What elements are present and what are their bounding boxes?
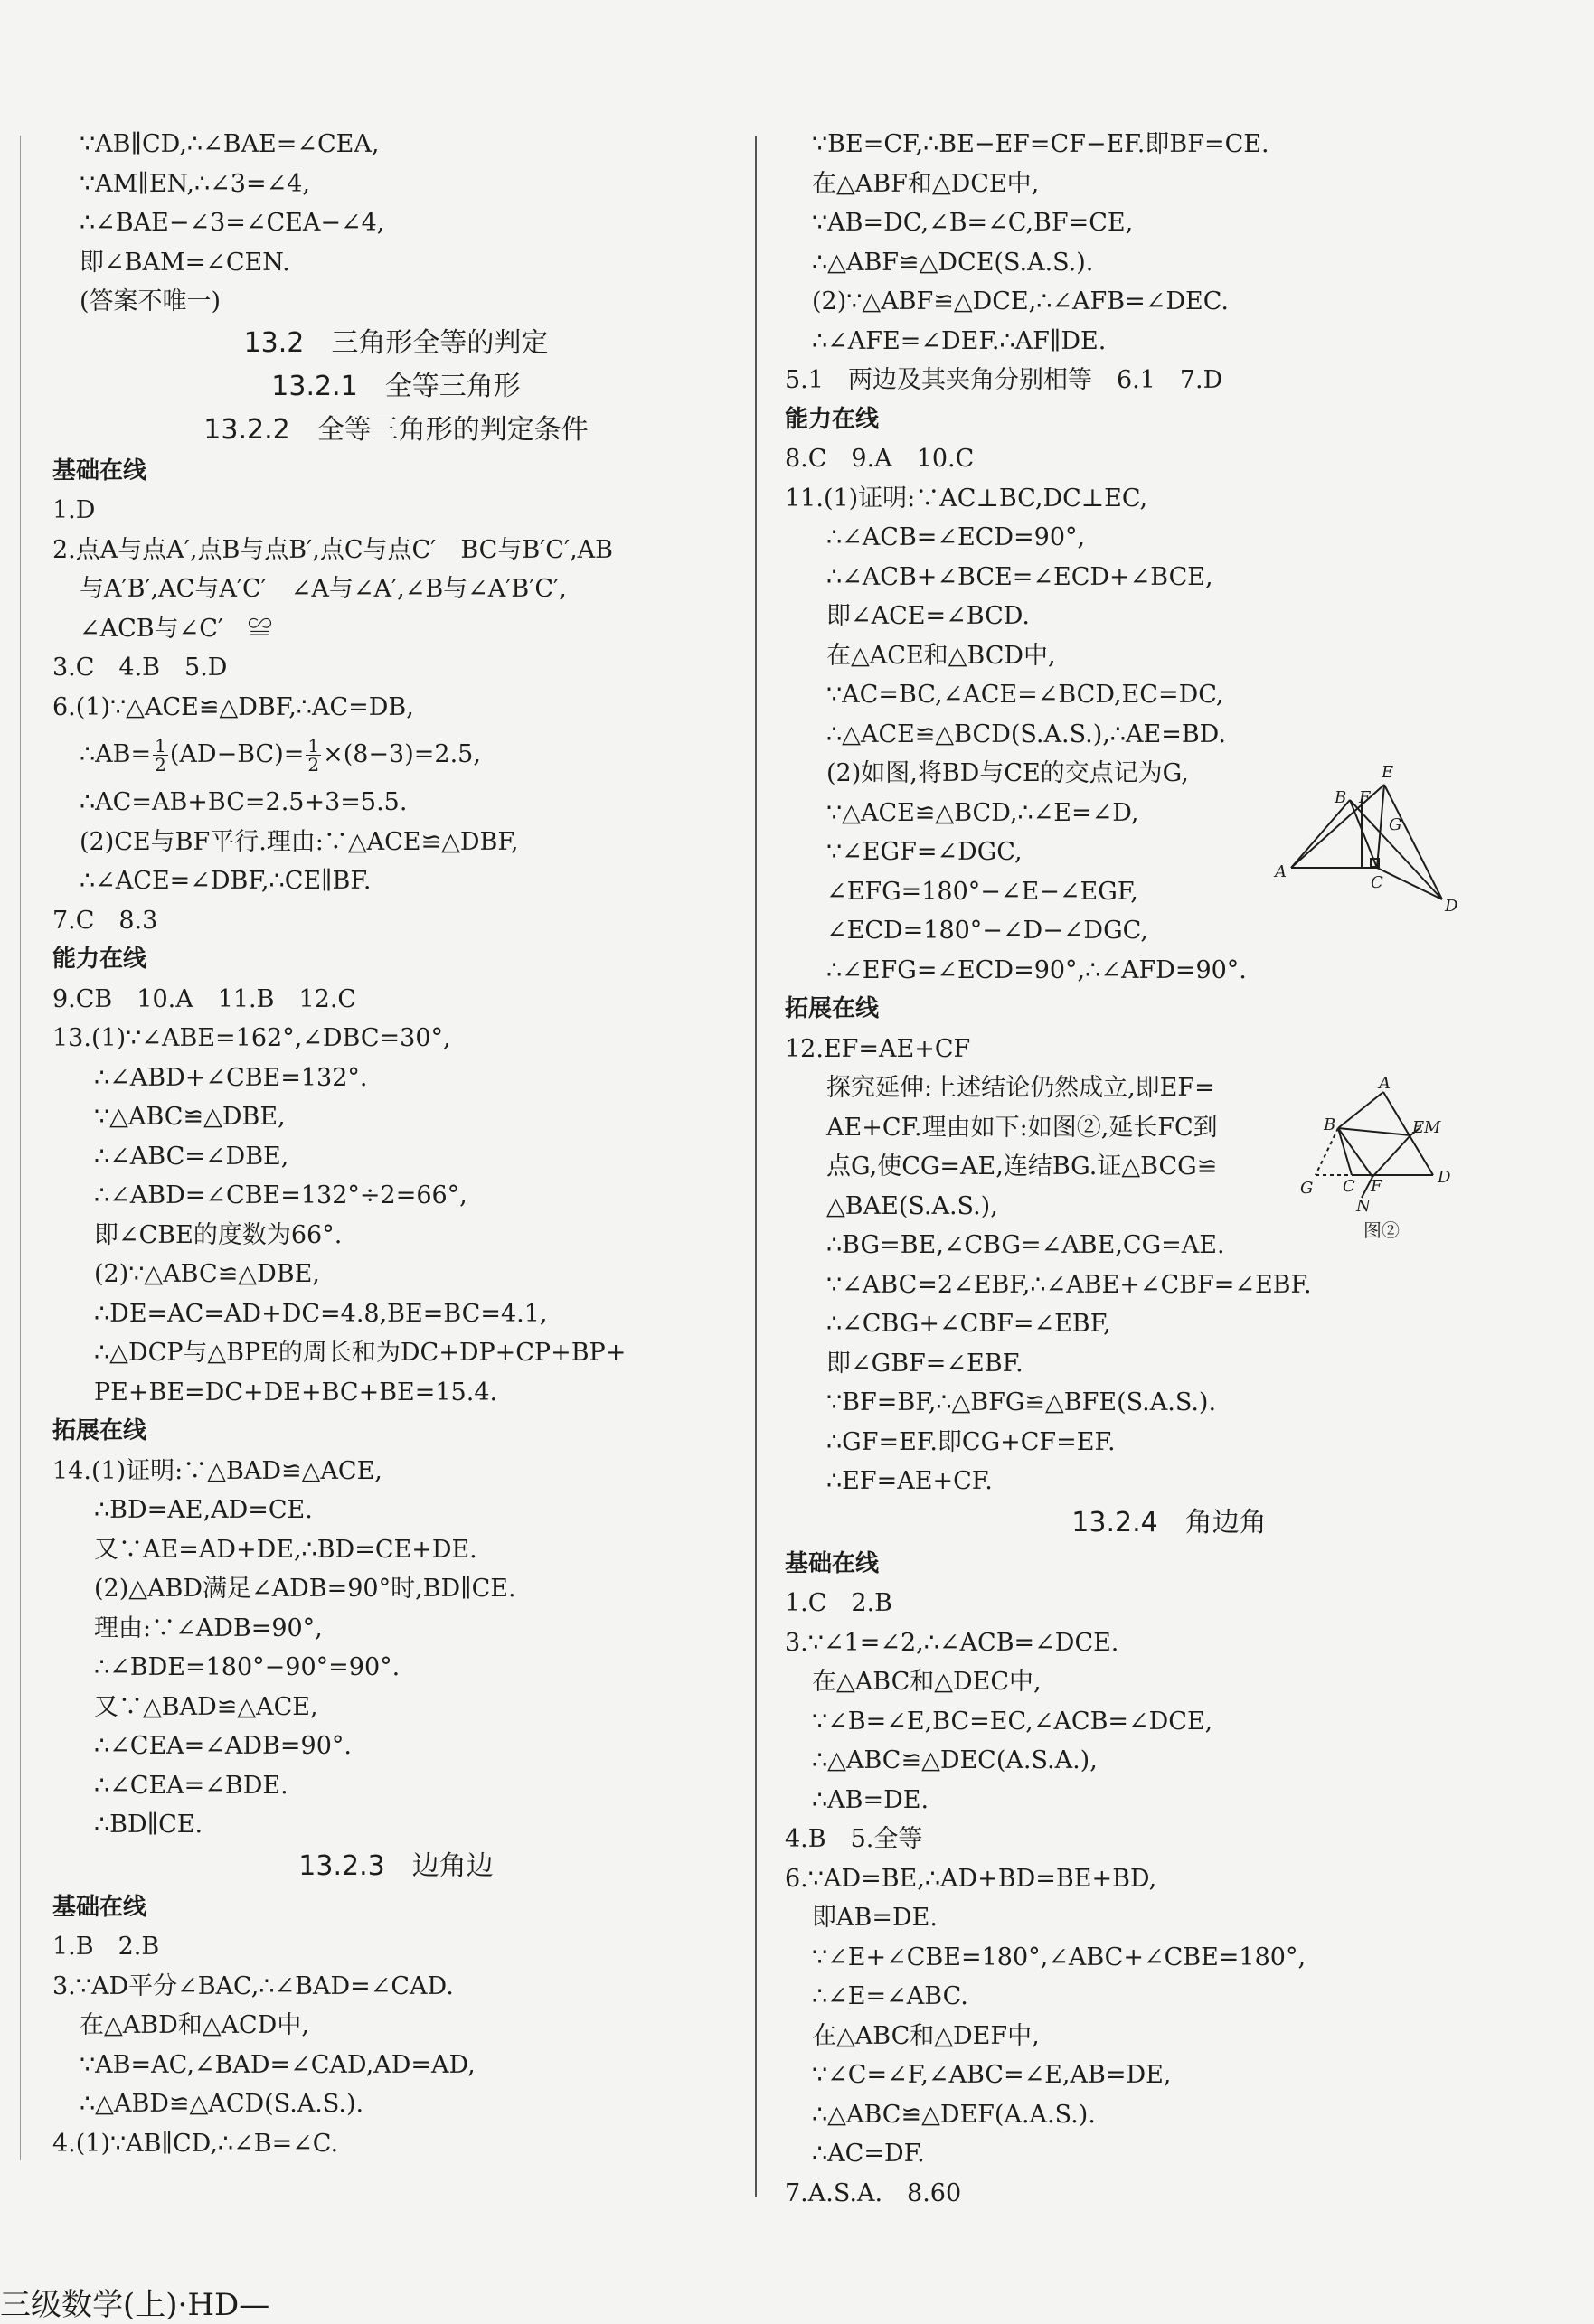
text-line: 即∠ACE=∠BCD. [826, 602, 1031, 630]
text-line: 6.(1)∵△ACE≌△DBF,∴AC=DB, [52, 692, 414, 721]
text-line: 即∠BAM=∠CEN. [80, 248, 290, 277]
text-line: (2)CE与BF平行.理由:∵△ACE≌△DBF, [80, 827, 519, 856]
text-line: ∴△ABC≌△DEC(A.S.A.), [812, 1746, 1098, 1774]
text-line: ∴BD=AE,AD=CE. [94, 1496, 313, 1524]
text-line: ∴∠EFG=∠ECD=90°,∴∠AFD=90°. [826, 955, 1247, 984]
text-line: ∵∠ABC=2∠EBF,∴∠ABE+∠CBF=∠EBF. [826, 1270, 1312, 1299]
text-line: ∵∠E+∠CBE=180°,∠ABC+∠CBE=180°, [812, 1943, 1306, 1971]
text-line: ∴∠CBG+∠CBF=∠EBF, [826, 1310, 1111, 1338]
text-line: 在△ACE和△BCD中, [826, 641, 1056, 670]
subsection-title: 13.2.4 角边角 [1071, 1506, 1267, 1538]
segment-EF [1372, 1135, 1410, 1177]
text-line: PE+BE=DC+DE+BC+BE=15.4. [94, 1378, 498, 1407]
text-line: ∵AC=BC,∠ACE=∠BCD,EC=DC, [826, 681, 1224, 709]
fraction-denominator: 2 [155, 754, 166, 776]
label-M: M [1424, 1118, 1441, 1137]
text-line: ∠EFG=180°−∠E−∠EGF, [826, 877, 1138, 906]
text-line: 3.∵AD平分∠BAC,∴∠BAD=∠CAD. [52, 1971, 454, 2000]
text-line: 1.D [52, 496, 96, 524]
text-line: 1.B 2.B [52, 1933, 160, 1961]
text-line: ∵BF=BF,∴△BFG≌△BFE(S.A.S.). [826, 1388, 1217, 1416]
heading-ability: 能力在线 [52, 946, 147, 973]
text-line: ∴EF=AE+CF. [826, 1467, 993, 1495]
label-F: F [1371, 1177, 1382, 1196]
answer-note: (答案不唯一) [80, 287, 222, 315]
text-line: ∴BD∥CE. [94, 1811, 203, 1839]
text-line: ∵△ABC≌△DBE, [94, 1103, 286, 1131]
text-line: ∴AC=DF. [812, 2140, 925, 2168]
text-line: (2)△ABD满足∠ADB=90°时,BD∥CE. [94, 1575, 516, 1603]
text-line: (2)∵△ABC≌△DBE, [94, 1260, 320, 1288]
label-C: C [1371, 873, 1383, 892]
text-line: 即∠GBF=∠EBF. [826, 1349, 1023, 1378]
text-line: ∴DE=AC=AD+DC=4.8,BE=BC=4.1, [94, 1299, 548, 1328]
label-D: D [1438, 1168, 1451, 1187]
label-D: D [1445, 897, 1458, 913]
text-line: ∴∠BDE=180°−90°=90°. [94, 1653, 401, 1681]
text-line: ∴△DCP与△BPE的周长和为DC+DP+CP+BP+ [94, 1339, 627, 1367]
text-line: ∴△ABF≌△DCE(S.A.S.). [812, 248, 1094, 277]
segment-BC [1350, 800, 1377, 868]
text-line: 在△ABC和△DEC中, [812, 1668, 1042, 1696]
text-line: (2)∵△ABF≌△DCE,∴∠AFB=∠DEC. [812, 287, 1230, 315]
label-G: G [1389, 815, 1402, 834]
text-line: ∵AM∥EN,∴∠3=∠4, [80, 169, 310, 198]
text-line: 探究延伸:上述结论仍然成立,即EF= [826, 1074, 1215, 1102]
heading-extension: 拓展在线 [52, 1417, 147, 1444]
text-line: ∴∠BAE−∠3=∠CEA−∠4, [80, 209, 385, 237]
segment-BG-dashed [1316, 1128, 1338, 1175]
text-line: ∵∠C=∠F,∠ABC=∠E,AB=DE, [812, 2061, 1172, 2089]
page-edge-rule [20, 136, 21, 2160]
text-line: 1.C 2.B [785, 1589, 893, 1617]
segment-BF [1338, 1128, 1372, 1177]
label-B: B [1335, 788, 1347, 807]
text-line: 5.1 两边及其夹角分别相等 6.1 7.D [785, 366, 1223, 394]
fraction [306, 737, 321, 774]
text-line: 在△ABD和△ACD中, [80, 2011, 309, 2039]
text-line: 与A′B′,AC与A′C′ ∠A与∠A′,∠B与∠A′B′C′, [80, 575, 567, 603]
text-segment: (AD−BC)= [169, 740, 305, 768]
text-line: 7.C 8.3 [52, 906, 158, 935]
text-line: ∴∠ABD+∠CBE=132°. [94, 1063, 368, 1092]
text-line: 12.EF=AE+CF [785, 1034, 971, 1063]
text-line: 3.∵∠1=∠2,∴∠ACB=∠DCE. [785, 1628, 1119, 1657]
label-E: E [1382, 763, 1394, 782]
text-line: 11.(1)证明:∵AC⊥BC,DC⊥EC, [785, 484, 1148, 513]
heading-basic: 基础在线 [52, 1893, 147, 1921]
text-line: ∵AB∥CD,∴∠BAE=∠CEA, [80, 130, 380, 158]
label-F: F [1359, 788, 1371, 807]
page-footer: 三级数学(上)·HD— [0, 2287, 270, 2323]
text-line: 7.A.S.A. 8.60 [785, 2178, 962, 2207]
text-line: ∴△ACE≌△BCD(S.A.S.),∴AE=BD. [826, 720, 1226, 748]
text-line: 在△ABC和△DEF中, [812, 2021, 1040, 2050]
text-line: 8.C 9.A 10.C [785, 445, 975, 473]
text-line: ∴BG=BE,∠CBG=∠ABE,CG=AE. [826, 1231, 1225, 1259]
text-segment: ×(8−3)=2.5, [323, 740, 481, 768]
text-line: 点G,使CG=AE,连结BG.证△BCG≌ [826, 1153, 1218, 1181]
text-line: 3.C 4.B 5.D [52, 654, 228, 682]
text-line: ∴∠AFE=∠DEF.∴AF∥DE. [812, 326, 1107, 355]
text-line: 又∵△BAD≌△ACE, [94, 1692, 318, 1721]
text-line: ∠ECD=180°−∠D−∠DGC, [826, 917, 1148, 945]
left-column [52, 125, 740, 2163]
text-line: ∴GF=EF.即CG+CF=EF. [826, 1427, 1116, 1456]
text-line: 在△ABF和△DCE中, [812, 169, 1040, 198]
heading-basic: 基础在线 [52, 456, 147, 485]
text-line: ∴AC=AB+BC=2.5+3=5.5. [80, 788, 408, 816]
text-line: ∴∠ACE=∠DBF,∴CE∥BF. [80, 867, 372, 895]
text-line: ∴∠ABD=∠CBE=132°÷2=66°, [94, 1181, 467, 1209]
text-line: ∵△ACE≌△BCD,∴∠E=∠D, [826, 798, 1139, 827]
text-line: ∠ACB与∠C′ ≌ [80, 614, 273, 643]
text-line: ∴∠E=∠ABC. [812, 1982, 968, 2010]
text-segment: ∴AB= [80, 740, 152, 768]
geometry-figure-2 [1284, 1076, 1474, 1247]
segment-ED [1384, 785, 1442, 899]
text-line: △BAE(S.A.S.), [826, 1191, 998, 1220]
text-line: (2)如图,将BD与CE的交点记为G, [826, 759, 1189, 787]
label-C: C [1343, 1177, 1355, 1196]
segment-CD [1377, 868, 1442, 899]
figure-caption: 图② [1363, 1219, 1400, 1241]
segment-AB [1338, 1092, 1383, 1128]
text-line: ∴∠CEA=∠BDE. [94, 1771, 288, 1800]
text-line: 理由:∵∠ADB=90°, [94, 1614, 323, 1642]
segment-BC [1338, 1128, 1352, 1175]
subsection-title: 13.2.3 边角边 [298, 1849, 494, 1882]
text-line: 4.B 5.全等 [785, 1825, 923, 1853]
subsection-title: 13.2.2 全等三角形的判定条件 [203, 413, 589, 446]
segment-CE [1377, 785, 1384, 868]
fraction-numerator: 1 [307, 735, 320, 757]
text-line: ∵BE=CF,∴BE−EF=CF−EF.即BF=CE. [812, 130, 1269, 158]
text-line: ∵AB=DC,∠B=∠C,BF=CE, [812, 209, 1134, 237]
fraction [153, 737, 168, 774]
text-line: 14.(1)证明:∵△BAD≌△ACE, [52, 1456, 382, 1485]
label-N: N [1356, 1197, 1371, 1216]
label-G: G [1300, 1179, 1314, 1198]
text-line: ∵AB=AC,∠BAD=∠CAD,AD=AD, [80, 2050, 476, 2079]
text-line: AE+CF.理由如下:如图②,延长FC到 [826, 1113, 1218, 1142]
text-line: ∴∠ACB=∠ECD=90°, [826, 523, 1086, 551]
section-title: 13.2 三角形全等的判定 [243, 326, 549, 359]
text-line: 即∠CBE的度数为66°. [94, 1220, 343, 1249]
label-B: B [1324, 1115, 1336, 1134]
text-line: 13.(1)∵∠ABE=162°,∠DBC=30°, [52, 1024, 451, 1052]
text-line: 2.点A与点A′,点B与点B′,点C与点C′ BC与B′C′,AB [52, 535, 613, 564]
text-line: 6.∵AD=BE,∴AD+BD=BE+BD, [785, 1864, 1157, 1893]
text-line: 9.CB 10.A 11.B 12.C [52, 984, 357, 1013]
label-A: A [1275, 862, 1287, 881]
fraction-denominator: 2 [307, 754, 320, 776]
text-line: ∴∠CEA=∠ADB=90°. [94, 1732, 352, 1760]
text-line: ∴∠ABC=∠DBE, [94, 1142, 289, 1171]
text-line: 4.(1)∵AB∥CD,∴∠B=∠C. [52, 2129, 339, 2158]
segment-AB [1291, 800, 1350, 868]
column-divider [755, 136, 757, 2197]
text-line: ∴AB=DE. [812, 1785, 929, 1814]
segment-BE [1338, 1128, 1410, 1135]
text-line: 即AB=DE. [812, 1904, 938, 1932]
text-line: ∵∠B=∠E,BC=EC,∠ACB=∠DCE, [812, 1707, 1213, 1736]
heading-extension: 拓展在线 [785, 995, 880, 1022]
text-line: ∴△ABC≌△DEF(A.A.S.). [812, 2100, 1096, 2129]
fraction-numerator: 1 [155, 735, 166, 757]
heading-basic: 基础在线 [785, 1549, 880, 1577]
heading-ability: 能力在线 [785, 405, 880, 433]
fraction-line [52, 727, 740, 783]
text-line: ∵∠EGF=∠DGC, [826, 838, 1023, 866]
geometry-figure-1 [1273, 759, 1463, 913]
text-line: 又∵AE=AD+DE,∴BD=CE+DE. [94, 1535, 477, 1564]
text-line: ∴∠ACB+∠BCE=∠ECD+∠BCE, [826, 562, 1213, 591]
label-A: A [1379, 1076, 1391, 1093]
text-line: ∴△ABD≌△ACD(S.A.S.). [80, 2090, 364, 2118]
subsection-title: 13.2.1 全等三角形 [271, 370, 521, 402]
label-E: E [1412, 1118, 1425, 1137]
